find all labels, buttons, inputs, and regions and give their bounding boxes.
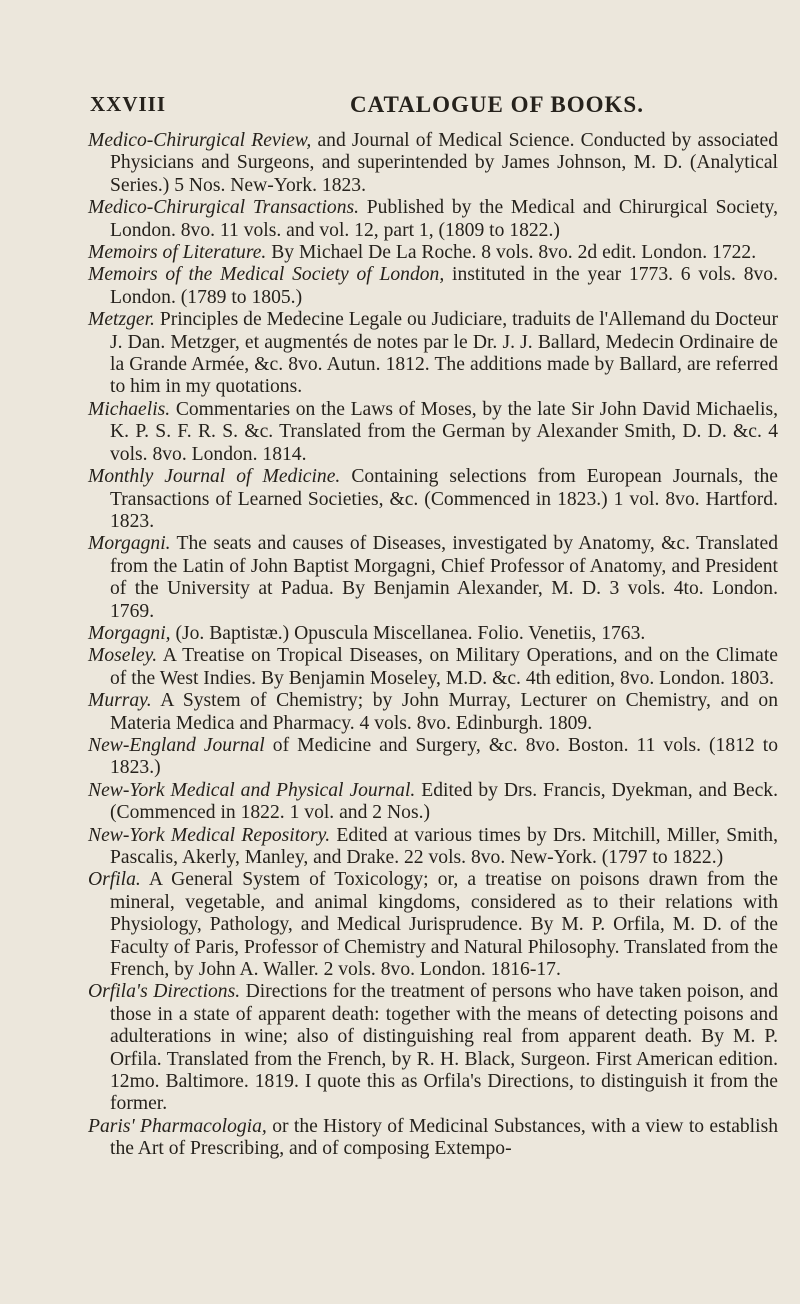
entry-text: or the History of Medicinal Substances, with a view to establish the Art of Prescribing, and of composing Extempo- <box>110 1115 778 1160</box>
entry-text: Edited at various times by Drs. Mitchill, Miller, Smith, Pascalis, Akerly, Manley, and Drake. 22 vols. 8vo. New-York. (1797 to 1822.) <box>110 824 778 868</box>
catalogue-entry <box>88 130 778 197</box>
catalogue-entry <box>88 623 778 645</box>
entry-text: Edited by Drs. Francis, Dyekman, and Beck. (Commenced in 1822. 1 vol. and 2 Nos.) <box>110 779 779 824</box>
catalogue-entry <box>88 466 778 533</box>
catalogue-entry <box>88 533 778 623</box>
entry-text: (Jo. Baptistæ.) Opuscula Miscellanea. Folio. Venetiis, 1763. <box>170 622 646 644</box>
entry-text: A Treatise on Tropical Diseases, on Military Operations, and on the Climate of the West Indies. By Benjamin Moseley, M.D. &c. 4th edition, 8vo. London. 1803. <box>110 645 778 689</box>
entry-title: New-England Journal <box>88 734 265 756</box>
catalogue-entry <box>88 690 778 735</box>
entry-text: instituted in the year 1773. 6 vols. 8vo. London. (1789 to 1805.) <box>110 264 778 308</box>
entry-text: By Michael De La Roche. 8 vols. 8vo. 2d edit. London. 1722. <box>266 242 757 264</box>
entry-title: Michaelis. <box>88 398 171 420</box>
entry-text: A General System of Toxicology; or, a treatise on poisons drawn from the mineral, vegetable, and animal kingdoms, considered as to their relations with Physiology, Pathology, and Medical Jurisprudence. By M. P. Orfila, M. D. of the Faculty of Paris, Professor of Chemistry and Natural Philosophy. Translated from the French, by John A. Waller. 2 vols. 8vo. London. 1816-17. <box>110 869 778 981</box>
entry-title: Medico-Chirurgical Review, <box>88 130 312 151</box>
catalogue-entry <box>88 645 778 690</box>
running-title: CATALOGUE OF BOOKS. <box>350 92 644 117</box>
entry-title: Orfila's Directions. <box>88 981 241 1003</box>
entry-text: The seats and causes of Diseases, investigated by Anatomy, &c. Translated from the Latin of John Baptist Morgagni, Chief Professor of Anatomy, and President of the University at Padua. By Benjamin Alexander, M. D. 3 vols. 4to. London. 1769. <box>110 533 778 622</box>
entry-text: Commentaries on the Laws of Moses, by the late Sir John David Michaelis, K. P. S. F. R. S. &c. Translated from the German by Alexander Smith, D. D. &c. 4 vols. 8vo. London. 1814. <box>110 398 778 465</box>
catalogue-entry <box>88 981 778 1115</box>
entry-text: of Medicine and Surgery, &c. 8vo. Boston. 11 vols. (1812 to 1823.) <box>110 734 778 779</box>
catalogue-entry <box>88 1116 778 1161</box>
entry-title: Morgagni, <box>88 622 171 644</box>
catalogue-entry <box>88 309 778 399</box>
entry-title: Morgagni. <box>88 533 171 555</box>
entry-title: Medico-Chirurgical Transactions. <box>88 197 360 219</box>
catalogue-entry <box>88 264 778 309</box>
entry-title: Memoirs of Literature. <box>88 242 267 264</box>
entry-text: A System of Chemistry; by John Murray, Lecturer on Chemistry, and on Materia Medica and Pharmacy. 4 vols. 8vo. Edinburgh. 1809. <box>110 690 778 734</box>
catalogue-entry <box>88 869 778 981</box>
entry-text: and Journal of Medical Science. Conducted by associated Physicians and Surgeons, and superintended by James Johnson, M. D. (Analytical Series.) 5 Nos. New-York. 1823. <box>110 130 778 196</box>
entry-title: Monthly Journal of Medicine. <box>88 466 341 488</box>
catalogue-entry <box>88 735 778 780</box>
page-number: XXVIII <box>90 92 167 116</box>
entry-title: Moseley. <box>88 645 158 667</box>
entry-title: New-York Medical Repository. <box>88 824 331 846</box>
entry-text: Published by the Medical and Chirurgical Society, London. 8vo. 11 vols. and vol. 12, part 1, (1809 to 1822.) <box>110 197 778 241</box>
entry-title: Memoirs of the Medical Society of London, <box>88 264 445 286</box>
entry-title: Orfila. <box>88 869 141 891</box>
catalogue-entries <box>88 130 778 1161</box>
catalogue-entry <box>88 399 778 466</box>
entry-title: Paris' Pharmacologia, <box>88 1115 267 1137</box>
catalogue-entry <box>88 242 778 264</box>
entry-title: Murray. <box>88 690 152 712</box>
catalogue-entry <box>88 825 778 870</box>
entry-title: New-York Medical and Physical Journal. <box>88 779 416 801</box>
entry-text: Principles de Medecine Legale ou Judiciare, traduits de l'Allemand du Docteur J. Dan. Metzger, et augmentés de notes par le Dr. J. J. Ballard, Medecin Ordinaire de la Grande Armée, &c. 8vo. Autun. 1812. The additions made by Ballard, are referred to him in my quotations. <box>110 309 778 398</box>
entry-title: Metzger. <box>88 309 155 331</box>
running-head <box>90 92 780 122</box>
entry-text: Containing selections from European Journals, the Transactions of Learned Societies, &c. (Commenced in 1823.) 1 vol. 8vo. Hartford. 1823. <box>110 466 778 532</box>
catalogue-entry <box>88 780 778 825</box>
catalogue-entry <box>88 197 778 242</box>
entry-text: Directions for the treatment of persons who have taken poison, and those in a state of apparent death: together with the means of detecting poisons and adulterations in wine; also of distinguishing real from apparent death. By M. P. Orfila. Translated from the French, by R. H. Black, Surgeon. First American edition. 12mo. Baltimore. 1819. I quote this as Orfila's Directions, to distinguish it from the former. <box>110 981 779 1115</box>
